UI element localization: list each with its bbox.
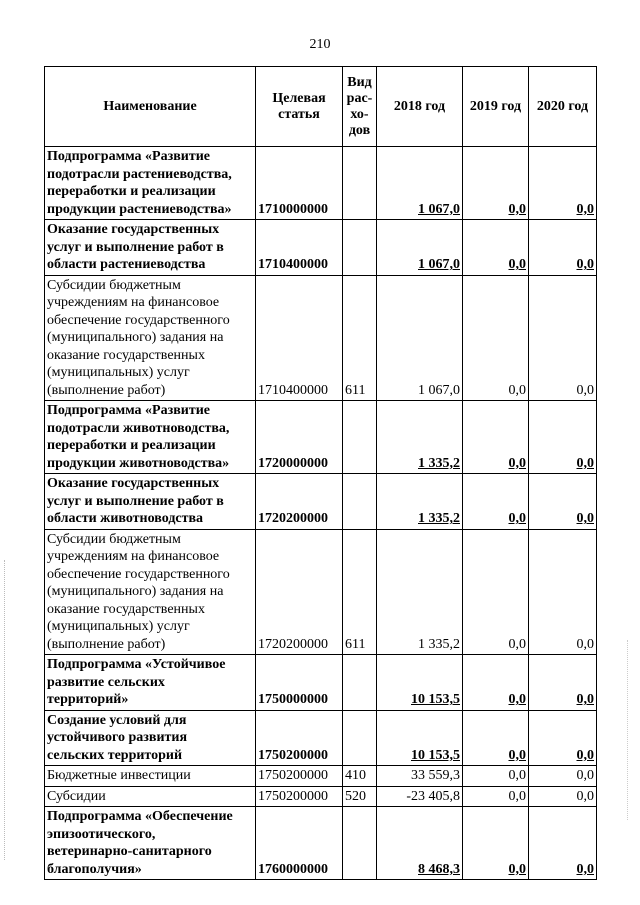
row-value-2019: 0,0 bbox=[463, 766, 529, 787]
table-row bbox=[45, 220, 597, 276]
row-target-code: 1750000000 bbox=[256, 655, 343, 711]
table-row bbox=[45, 474, 597, 530]
header-type-line: хо- bbox=[350, 106, 369, 122]
row-value-2020: 0,0 bbox=[529, 807, 597, 880]
row-name-line: благополучия» bbox=[47, 861, 142, 877]
row-expense-type bbox=[343, 807, 377, 880]
row-target-code: 1710000000 bbox=[256, 147, 343, 220]
row-value-2019: 0,0 bbox=[463, 529, 529, 655]
table-header-row bbox=[45, 67, 597, 147]
row-expense-type bbox=[343, 655, 377, 711]
row-name bbox=[45, 220, 256, 276]
table-row bbox=[45, 529, 597, 655]
row-name-line: переработки и реализации bbox=[47, 438, 216, 453]
scan-artifact-right bbox=[627, 640, 630, 820]
row-value-2020: 0,0 bbox=[529, 474, 597, 530]
row-expense-type: 611 bbox=[343, 529, 377, 655]
row-name-line: подотрасли растениеводства, bbox=[47, 166, 232, 182]
budget-table bbox=[44, 66, 597, 880]
page-number: 210 bbox=[309, 37, 331, 52]
row-expense-type bbox=[343, 147, 377, 220]
row-name-line: области животноводства bbox=[47, 511, 204, 526]
row-name-line: ветеринарно-санитарного bbox=[47, 844, 212, 859]
row-value-2020: 0,0 bbox=[529, 147, 597, 220]
header-2020: 2020 год bbox=[529, 67, 597, 147]
row-name-line: Подпрограмма «Устойчивое bbox=[47, 657, 226, 672]
row-name-line: развитие сельских bbox=[47, 674, 165, 690]
row-name-line: (выполнение работ) bbox=[47, 382, 166, 398]
row-name bbox=[45, 710, 256, 766]
row-target-code: 1750200000 bbox=[256, 766, 343, 787]
row-value-2019: 0,0 bbox=[463, 786, 529, 807]
row-name-line: Подпрограмма «Обеспечение bbox=[47, 809, 233, 824]
row-name-line: (муниципального) задания на bbox=[47, 584, 224, 599]
row-value-2018: 1 067,0 bbox=[377, 147, 463, 220]
row-name bbox=[45, 147, 256, 220]
header-2018: 2018 год bbox=[377, 67, 463, 147]
row-value-2019: 0,0 bbox=[463, 710, 529, 766]
row-name bbox=[45, 474, 256, 530]
row-name-line: устойчивого развития bbox=[47, 730, 188, 745]
row-value-2018: -23 405,8 bbox=[377, 786, 463, 807]
row-name-line: Оказание государственных bbox=[47, 222, 220, 237]
row-value-2020: 0,0 bbox=[529, 220, 597, 276]
row-name-line: Субсидии бюджетным bbox=[47, 531, 181, 547]
row-expense-type bbox=[343, 220, 377, 276]
row-target-code: 1720200000 bbox=[256, 474, 343, 530]
row-name-line: обеспечение государственного bbox=[47, 566, 230, 582]
row-target-code: 1750200000 bbox=[256, 710, 343, 766]
row-name-line: (выполнение работ) bbox=[47, 636, 166, 652]
row-name-line: оказание государственных bbox=[47, 347, 205, 363]
row-name-line: сельских территорий bbox=[47, 747, 183, 763]
row-expense-type: 611 bbox=[343, 275, 377, 401]
row-target-code: 1710400000 bbox=[256, 220, 343, 276]
row-value-2019: 0,0 bbox=[463, 147, 529, 220]
row-value-2020: 0,0 bbox=[529, 786, 597, 807]
row-name bbox=[45, 655, 256, 711]
row-name-line: (муниципального) задания на bbox=[47, 330, 224, 345]
row-name-line: (муниципальных) услуг bbox=[47, 619, 190, 634]
row-name-line: Подпрограмма «Развитие bbox=[47, 149, 211, 164]
header-type-line: Вид bbox=[347, 74, 372, 90]
row-target-code: 1710400000 bbox=[256, 275, 343, 401]
header-type-line: рас- bbox=[346, 90, 373, 106]
row-value-2019: 0,0 bbox=[463, 401, 529, 474]
table-row bbox=[45, 147, 597, 220]
table-body bbox=[45, 147, 597, 880]
row-value-2020: 0,0 bbox=[529, 529, 597, 655]
row-value-2019: 0,0 bbox=[463, 655, 529, 711]
row-value-2018: 10 153,5 bbox=[377, 710, 463, 766]
row-name bbox=[45, 529, 256, 655]
row-name-line: (муниципальных) услуг bbox=[47, 365, 190, 380]
row-name-line: учреждениям на финансовое bbox=[47, 295, 220, 310]
row-name-line: Бюджетные инвестиции bbox=[47, 768, 191, 783]
row-name bbox=[45, 766, 256, 787]
header-type-line: дов bbox=[348, 122, 371, 138]
row-name-line: Подпрограмма «Развитие bbox=[47, 403, 211, 418]
row-name-line: переработки и реализации bbox=[47, 184, 216, 199]
table-row bbox=[45, 710, 597, 766]
row-name-line: продукции животноводства» bbox=[47, 455, 230, 471]
row-value-2020: 0,0 bbox=[529, 766, 597, 787]
row-value-2020: 0,0 bbox=[529, 275, 597, 401]
row-value-2018: 1 067,0 bbox=[377, 220, 463, 276]
row-name bbox=[45, 275, 256, 401]
header-2019: 2019 год bbox=[463, 67, 529, 147]
row-expense-type bbox=[343, 710, 377, 766]
row-name-line: обеспечение государственного bbox=[47, 312, 230, 328]
row-expense-type bbox=[343, 474, 377, 530]
row-name bbox=[45, 401, 256, 474]
row-name-line: подотрасли животноводства, bbox=[47, 420, 230, 436]
table-row bbox=[45, 275, 597, 401]
row-value-2018: 1 335,2 bbox=[377, 529, 463, 655]
row-value-2019: 0,0 bbox=[463, 807, 529, 880]
row-expense-type bbox=[343, 401, 377, 474]
row-target-code: 1750200000 bbox=[256, 786, 343, 807]
row-name bbox=[45, 807, 256, 880]
row-name-line: Субсидии bbox=[47, 788, 106, 804]
row-expense-type: 410 bbox=[343, 766, 377, 787]
table-row bbox=[45, 766, 597, 787]
row-value-2020: 0,0 bbox=[529, 401, 597, 474]
row-value-2020: 0,0 bbox=[529, 655, 597, 711]
row-value-2018: 1 335,2 bbox=[377, 401, 463, 474]
row-name-line: области растениеводства bbox=[47, 257, 206, 272]
row-value-2018: 1 067,0 bbox=[377, 275, 463, 401]
row-value-2020: 0,0 bbox=[529, 710, 597, 766]
row-expense-type: 520 bbox=[343, 786, 377, 807]
row-name-line: продукции растениеводства» bbox=[47, 201, 232, 217]
row-name-line: услуг и выполнение работ в bbox=[47, 493, 224, 509]
row-target-code: 1720000000 bbox=[256, 401, 343, 474]
header-target: Целевая статья bbox=[256, 67, 343, 147]
row-value-2018: 1 335,2 bbox=[377, 474, 463, 530]
header-type bbox=[343, 67, 377, 147]
row-name-line: Субсидии бюджетным bbox=[47, 277, 181, 293]
table-row bbox=[45, 401, 597, 474]
row-name-line: услуг и выполнение работ в bbox=[47, 239, 224, 255]
row-target-code: 1760000000 bbox=[256, 807, 343, 880]
row-target-code: 1720200000 bbox=[256, 529, 343, 655]
row-value-2018: 8 468,3 bbox=[377, 807, 463, 880]
row-name-line: Оказание государственных bbox=[47, 476, 220, 491]
row-name-line: Создание условий для bbox=[47, 712, 187, 728]
row-value-2018: 33 559,3 bbox=[377, 766, 463, 787]
row-name bbox=[45, 786, 256, 807]
row-name-line: эпизоотического, bbox=[47, 826, 156, 842]
row-value-2019: 0,0 bbox=[463, 474, 529, 530]
row-value-2018: 10 153,5 bbox=[377, 655, 463, 711]
table-row bbox=[45, 807, 597, 880]
row-name-line: оказание государственных bbox=[47, 601, 205, 617]
row-name-line: территорий» bbox=[47, 692, 129, 707]
scan-artifact-left bbox=[4, 560, 7, 860]
row-value-2019: 0,0 bbox=[463, 220, 529, 276]
table-row bbox=[45, 786, 597, 807]
row-value-2019: 0,0 bbox=[463, 275, 529, 401]
row-name-line: учреждениям на финансовое bbox=[47, 549, 220, 564]
table-row bbox=[45, 655, 597, 711]
header-name: Наименование bbox=[45, 67, 256, 147]
